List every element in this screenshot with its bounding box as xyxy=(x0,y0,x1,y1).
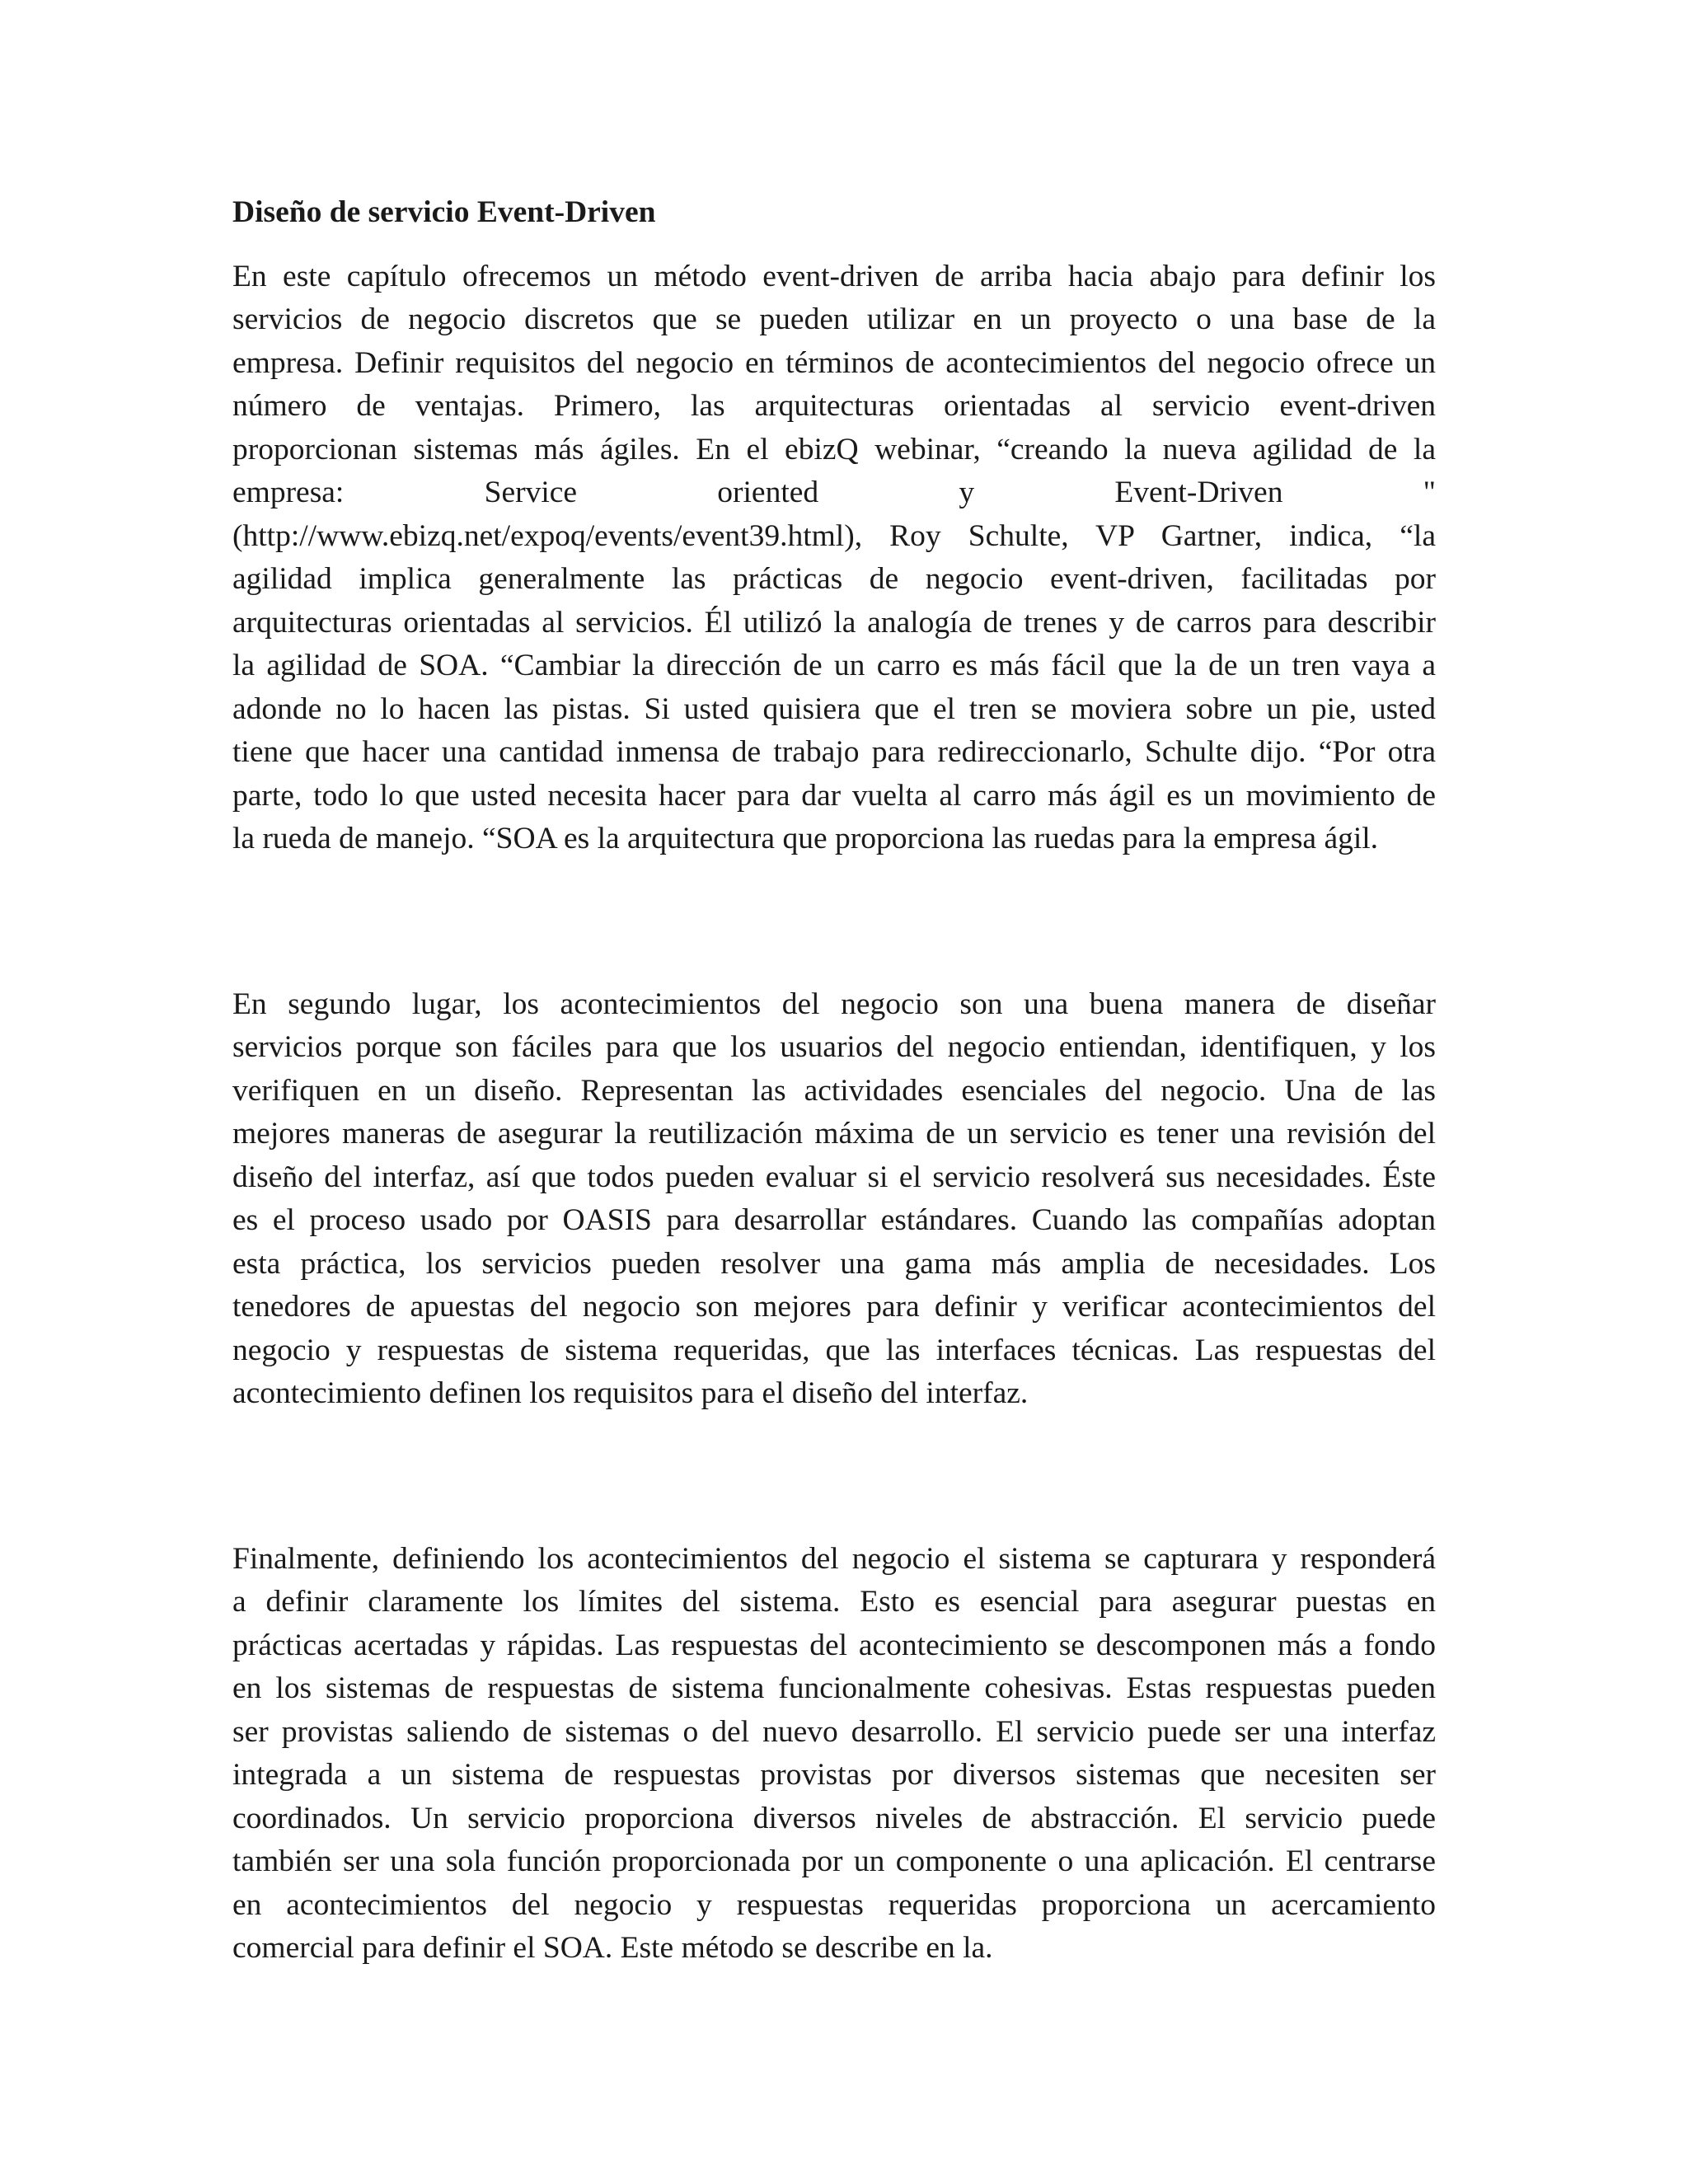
text-line: servicios porque son fáciles para que los usuarios del negocio entiendan, identifiquen, y los xyxy=(232,1030,1436,1064)
text-line: acontecimiento definen los requisitos para el diseño del interfaz. xyxy=(232,1376,1029,1410)
text-line: adonde no lo hacen las pistas. Si usted quisiera que el tren se moviera sobre un pie, usted xyxy=(232,691,1436,726)
document-body xyxy=(232,191,1436,1971)
text-line: es el proceso usado por OASIS para desarrollar estándares. Cuando las compañías adoptan xyxy=(232,1203,1436,1237)
text-line: En segundo lugar, los acontecimientos del negocio son una buena manera de diseñar xyxy=(232,987,1436,1021)
text-line: (http://www.ebizq.net/expoq/events/event39.html), Roy Schulte, VP Gartner, indica, “la xyxy=(232,518,1436,553)
text-line: la agilidad de SOA. “Cambiar la dirección de un carro es más fácil que la de un tren vaya a xyxy=(232,649,1436,682)
text-line: empresa: Service oriented y Event-Driven " xyxy=(232,476,1436,509)
text-line: tiene que hacer una cantidad inmensa de trabajo para redireccionarlo, Schulte dijo. “Por otra xyxy=(232,735,1436,769)
text-line: servicios de negocio discretos que se pueden utilizar en un proyecto o una base de la xyxy=(232,302,1436,336)
text-line: diseño del interfaz, así que todos pueden evaluar si el servicio resolverá sus necesidades. Éste xyxy=(232,1160,1436,1194)
paragraph-container xyxy=(232,255,1436,1971)
text-line: ser provistas saliendo de sistemas o del nuevo desarrollo. El servicio puede ser una interfaz xyxy=(232,1714,1436,1749)
text-line: coordinados. Un servicio proporciona diversos niveles de abstracción. El servicio puede xyxy=(232,1801,1436,1835)
paragraph-2 xyxy=(232,983,1436,1416)
text-line: esta práctica, los servicios pueden resolver una gama más amplia de necesidades. Los xyxy=(232,1246,1436,1281)
text-line: tenedores de apuestas del negocio son mejores para definir y verificar acontecimientos del xyxy=(232,1290,1436,1324)
text-line: en los sistemas de respuestas de sistema funcionalmente cohesivas. Estas respuestas pueden xyxy=(232,1671,1436,1705)
text-line: negocio y respuestas de sistema requeridas, que las interfaces técnicas. Las respuestas del xyxy=(232,1333,1436,1367)
text-line: prácticas acertadas y rápidas. Las respuestas del acontecimiento se descomponen más a fondo xyxy=(232,1628,1436,1662)
text-line: empresa. Definir requisitos del negocio en términos de acontecimientos del negocio ofrece un xyxy=(232,345,1436,380)
text-line: proporcionan sistemas más ágiles. En el ebizQ webinar, “creando la nueva agilidad de la xyxy=(232,432,1436,466)
text-line: comercial para definir el SOA. Este método se describe en la. xyxy=(232,1931,993,1965)
text-line: la rueda de manejo. “SOA es la arquitectura que proporciona las ruedas para la empresa ágil. xyxy=(232,822,1379,855)
text-line: en acontecimientos del negocio y respuestas requeridas proporciona un acercamiento xyxy=(232,1887,1436,1922)
text-line: Finalmente, definiendo los acontecimientos del negocio el sistema se capturara y responderá xyxy=(232,1541,1436,1576)
text-line: agilidad implica generalmente las prácticas de negocio event-driven, facilitadas por xyxy=(232,562,1436,596)
text-line: arquitecturas orientadas al servicios. Él utilizó la analogía de trenes y de carros para describir xyxy=(232,605,1436,640)
text-line: verifiquen en un diseño. Representan las actividades esenciales del negocio. Una de las xyxy=(232,1073,1436,1108)
text-line: número de ventajas. Primero, las arquitecturas orientadas al servicio event-driven xyxy=(232,389,1436,423)
text-line: también ser una sola función proporcionada por un componente o una aplicación. El centrarse xyxy=(232,1844,1436,1878)
text-line: a definir claramente los límites del sistema. Esto es esencial para asegurar puestas en xyxy=(232,1585,1436,1619)
text-line: parte, todo lo que usted necesita hacer para dar vuelta al carro más ágil es un movimiento de xyxy=(232,778,1436,813)
text-line: mejores maneras de asegurar la reutilización máxima de un servicio es tener una revisión del xyxy=(232,1117,1436,1151)
paragraph-1 xyxy=(232,255,1436,861)
text-line: En este capítulo ofrecemos un método event-driven de arriba hacia abajo para definir los xyxy=(232,259,1436,293)
text-line: integrada a un sistema de respuestas provistas por diversos sistemas que necesiten ser xyxy=(232,1758,1436,1792)
paragraph-3 xyxy=(232,1538,1436,1971)
document-title: Diseño de servicio Event-Driven xyxy=(232,195,656,229)
